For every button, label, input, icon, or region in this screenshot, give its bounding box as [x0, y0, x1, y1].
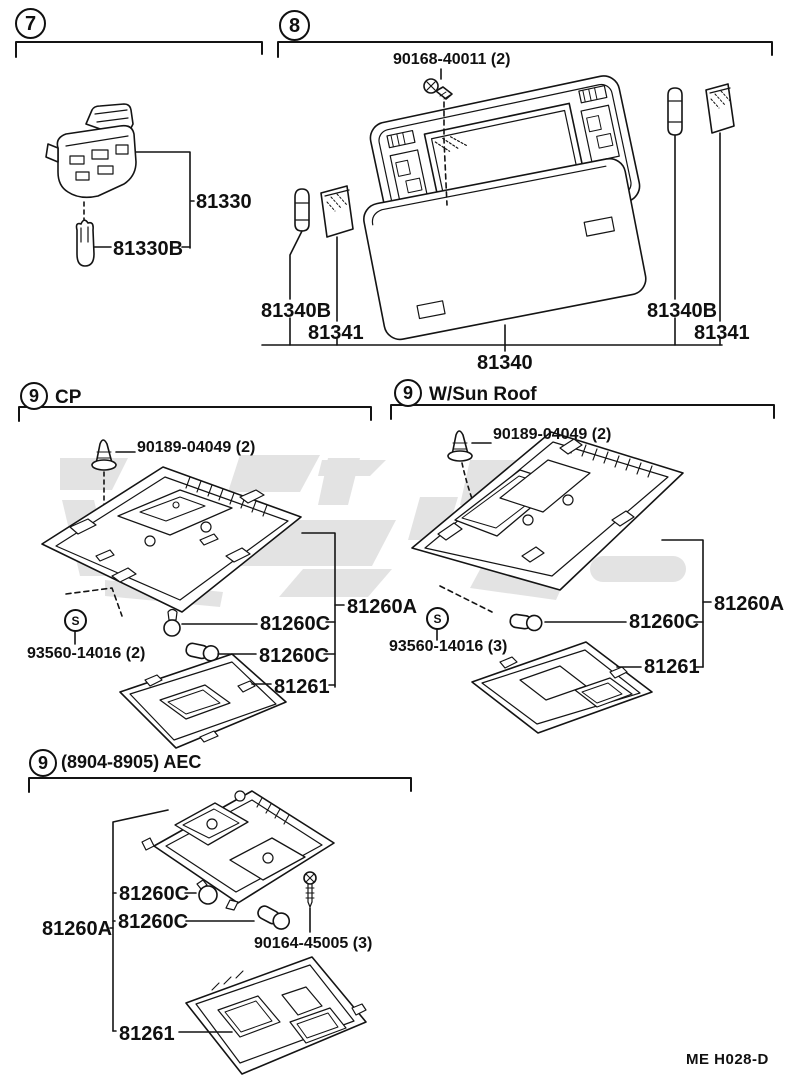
part-label-81260c-sr: 81260C: [629, 611, 700, 633]
part-label-90168-40011: 90168-40011 (2): [393, 51, 511, 68]
part-label-93560-cp: 93560-14016 (2): [27, 645, 146, 662]
clip-90189-cp-drawing: [92, 440, 116, 470]
part-label-81261-cp: 81261: [274, 676, 330, 698]
bulb-81330b-drawing: [77, 220, 95, 266]
bulb-81260c-cp1-drawing: [164, 610, 180, 637]
section9-sunroof-title: W/Sun Roof: [429, 384, 537, 405]
s-mark-cp: S: [64, 609, 87, 632]
bulb-81260c-cp2-drawing: [185, 641, 220, 662]
bulb-81340b-left-drawing: [295, 189, 309, 231]
bracket-section9-cp: [19, 407, 371, 421]
section7-badge: 7: [15, 8, 46, 39]
clip-90189-sr-drawing: [448, 431, 472, 461]
part-label-81260c-cp2: 81260C: [259, 645, 330, 667]
part-label-81260a-sr: 81260A: [714, 593, 785, 615]
part-label-90189-sr: 90189-04049 (2): [493, 426, 612, 443]
lens-81341-left-drawing: [321, 186, 353, 237]
part-label-90164-45005: 90164-45005 (3): [254, 935, 373, 952]
lens-81261-cp-drawing: [120, 654, 286, 748]
part-label-93560-sr: 93560-14016 (3): [389, 638, 508, 655]
lens-81261-aec-drawing: [186, 957, 366, 1074]
bulb-81260c-sr-drawing: [509, 612, 542, 631]
lens-81261-sr-drawing: [472, 642, 652, 733]
section9-sunroof-badge: 9: [394, 379, 422, 407]
section9-cp-title: CP: [55, 387, 82, 408]
bracket-section7: [16, 42, 262, 57]
part-label-81260c-cp1: 81260C: [260, 613, 331, 635]
part-label-81261-sr: 81261: [644, 656, 700, 678]
screw-90168-drawing: [424, 79, 452, 99]
part-label-81340b-right: 81340B: [647, 300, 718, 322]
part-label-81341-left: 81341: [308, 322, 364, 344]
part-label-81340b-left: 81340B: [261, 300, 332, 322]
part-label-81260a-aec: 81260A: [42, 918, 113, 940]
part-label-81260a-cp: 81260A: [347, 596, 418, 618]
page-code: ME H028-D: [686, 1051, 769, 1068]
bracket-section9-sunroof: [391, 405, 774, 419]
section8-badge: 8: [279, 10, 310, 41]
section9-aec-badge: 9: [29, 749, 57, 777]
part-label-81330b: 81330B: [113, 238, 184, 260]
section9-cp-badge: 9: [20, 382, 48, 410]
s-mark-sr: S: [426, 607, 449, 630]
lens-81341-right-drawing: [706, 84, 734, 133]
part-label-81340: 81340: [477, 352, 533, 374]
socket-81330-drawing: [46, 104, 136, 197]
part-label-81261-aec: 81261: [119, 1023, 175, 1045]
bracket-section8: [278, 42, 772, 57]
part-label-81260c-aec2: 81260C: [118, 911, 189, 933]
part-label-81330: 81330: [196, 191, 252, 213]
screw-90164-drawing: [304, 872, 316, 907]
bulb-81260c-aec2-drawing: [255, 902, 292, 932]
part-label-81260c-aec1: 81260C: [119, 883, 190, 905]
bracket-section9-aec: [29, 778, 411, 792]
part-label-81341-right: 81341: [694, 322, 750, 344]
bulb-81340b-right-drawing: [668, 88, 682, 135]
section9-aec-title: (8904-8905) AEC: [61, 752, 202, 772]
part-label-90189-cp: 90189-04049 (2): [137, 439, 256, 456]
